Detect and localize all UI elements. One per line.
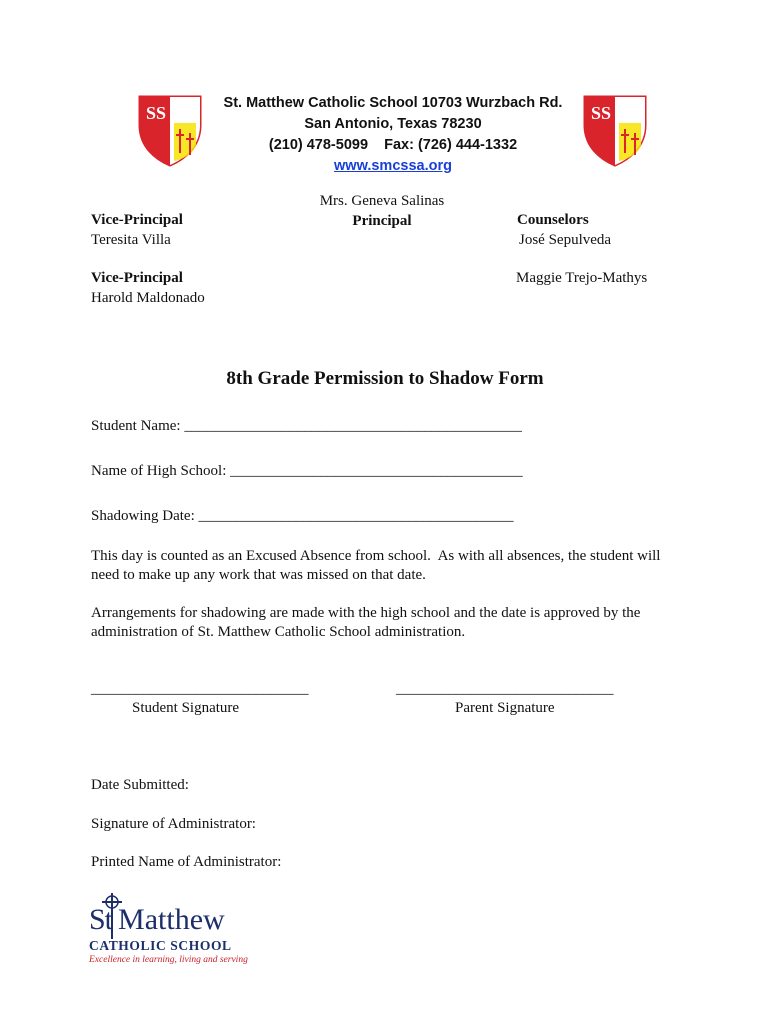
student-name-field[interactable]: Student Name: _____________________________________________	[91, 418, 522, 434]
high-school-field[interactable]: Name of High School: _______________________________________	[91, 463, 523, 479]
svg-text:SS: SS	[146, 103, 167, 123]
excused-absence-paragraph	[91, 547, 691, 585]
vice-principal-1-block	[91, 210, 183, 250]
paragraph-2-line-2: administration of St. Matthew Catholic School administration.	[91, 624, 466, 640]
paragraph-2-line-1: Arrangements for shadowing are made with the high school and the date is approved by the	[91, 605, 641, 621]
header-line-city: San Antonio, Texas 78230	[304, 116, 482, 132]
vice-principal-2-name: Harold Maldonado	[91, 290, 205, 306]
shadowing-date-field[interactable]: Shadowing Date: __________________________________________	[91, 508, 514, 524]
counselors-title: Counselors	[517, 212, 589, 228]
school-crest-left	[138, 95, 202, 167]
school-crest-right	[583, 95, 647, 167]
vice-principal-2-block	[91, 268, 205, 308]
vice-principal-2-title: Vice-Principal	[91, 270, 183, 286]
student-signature-label: Student Signature	[132, 700, 240, 716]
logo-matthew: Matthew	[118, 903, 225, 936]
admin-signature-label: Signature of Administrator:	[91, 816, 256, 832]
school-logo	[89, 893, 269, 973]
parent-signature-line[interactable]: _____________________________	[396, 681, 614, 697]
logo-subtitle: CATHOLIC SCHOOL	[89, 938, 232, 953]
parent-signature-label: Parent Signature	[455, 700, 555, 716]
date-submitted-label: Date Submitted:	[91, 777, 189, 793]
principal-title: Principal	[352, 213, 412, 229]
paragraph-1-line-2: need to make up any work that was missed on that date.	[91, 567, 426, 583]
admin-printed-name-label: Printed Name of Administrator:	[91, 854, 282, 870]
student-signature-line[interactable]: _____________________________	[91, 681, 309, 697]
header-line-phone: (210) 478-5099 Fax: (726) 444-1332	[268, 137, 518, 153]
svg-text:SS: SS	[591, 103, 612, 123]
counselors-block	[517, 210, 611, 250]
counselor-1-name: José Sepulveda	[519, 232, 612, 248]
logo-st: St	[89, 903, 113, 936]
paragraph-1-line-1: This day is counted as an Excused Absence from school. As with all absences, the student will	[91, 548, 661, 564]
school-address-header	[200, 93, 586, 177]
principal-name: Mrs. Geneva Salinas	[319, 193, 445, 209]
logo-tagline: Excellence in learning, living and serving	[89, 955, 248, 965]
principal-block	[300, 191, 464, 231]
header-line-school-address: St. Matthew Catholic School 10703 Wurzbach Rd.	[223, 95, 563, 111]
arrangements-paragraph	[91, 604, 691, 642]
form-title: 8th Grade Permission to Shadow Form	[226, 368, 544, 389]
logo-wordmark	[89, 903, 225, 937]
counselor-2-name: Maggie Trejo-Mathys	[516, 270, 648, 286]
vice-principal-1-name: Teresita Villa	[91, 232, 171, 248]
vice-principal-1-title: Vice-Principal	[91, 212, 183, 228]
website-link[interactable]: www.smcssa.org	[334, 158, 452, 174]
